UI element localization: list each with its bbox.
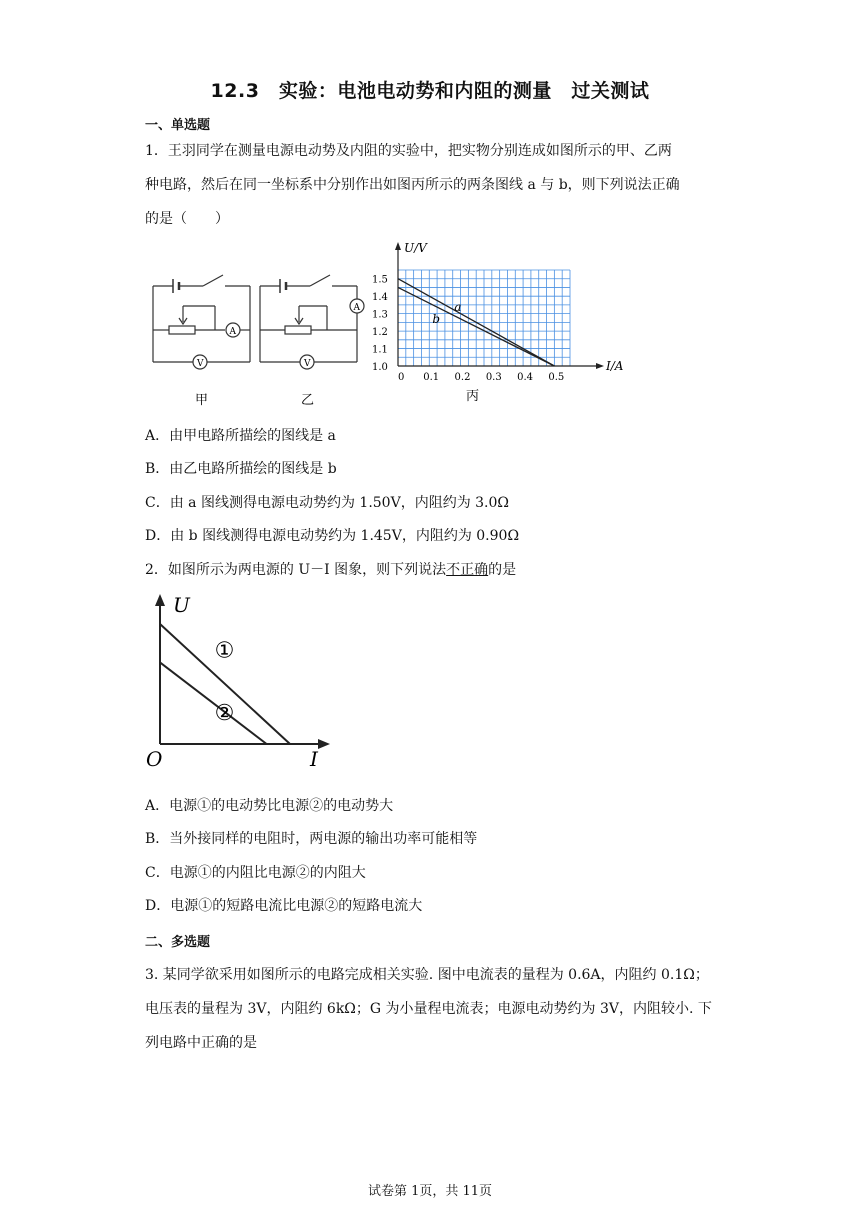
y-tick-label: 1.1 xyxy=(372,344,388,356)
x-tick-label: 0.5 xyxy=(548,372,565,383)
question-1-line: 的是（ ） xyxy=(145,211,229,227)
x-tick-label: 0 xyxy=(398,372,405,383)
ammeter-icon: A xyxy=(353,303,360,313)
x-axis-arrow xyxy=(596,363,604,369)
page-footer: 试卷第 1页，共 11页 xyxy=(367,1184,493,1199)
question-1-stem xyxy=(145,134,725,236)
q2-stem-text: 2．如图所示为两电源的 U－I 图象，则下列说法 xyxy=(145,562,447,578)
question-3-stem xyxy=(145,958,725,1060)
q2-option-b: B．当外接同样的电阻时，两电源的输出功率可能相等 xyxy=(145,831,478,847)
section-heading-single-choice: 一、单选题 xyxy=(145,118,211,133)
question-3-line: 3. 某同学欲采用如图所示的电路完成相关实验. 图中电流表的量程为 0.6A，内阻约 0.1Ω； xyxy=(145,967,709,983)
voltmeter-icon: V xyxy=(197,359,204,369)
q1-option-b: B．由乙电路所描绘的图线是 b xyxy=(145,461,337,477)
circuit-jia xyxy=(153,275,250,369)
series-label-a: a xyxy=(454,300,462,315)
x-axis-arrow xyxy=(318,739,330,749)
circuit-yi xyxy=(260,275,364,369)
caption-bing: 丙 xyxy=(466,389,480,404)
y-tick-label: 1.0 xyxy=(372,362,388,373)
q2-stem-underline: 不正确 xyxy=(446,562,489,578)
q1-option-d: D．由 b 图线测得电源电动势约为 1.45V，内阻约为 0.90Ω xyxy=(145,528,520,544)
caption-yi: 乙 xyxy=(301,393,315,408)
caption-jia: 甲 xyxy=(195,393,209,408)
question-3-line: 列电路中正确的是 xyxy=(145,1035,257,1051)
y-tick-label: 1.2 xyxy=(372,327,388,339)
chart-bing xyxy=(370,240,640,405)
ammeter-icon: A xyxy=(229,327,236,337)
x-tick-label: 0.2 xyxy=(454,372,471,383)
question-1-line: 种电路，然后在同一坐标系中分别作出如图丙所示的两条图线 a 与 b，则下列说法正确 xyxy=(145,177,680,193)
origin-label: O xyxy=(146,747,163,771)
question-1-line: 1．王羽同学在测量电源电动势及内阻的实验中，把实物分别连成如图所示的甲、乙两 xyxy=(145,143,672,159)
x-axis-label: I xyxy=(310,747,318,771)
y-axis-arrow xyxy=(155,594,165,606)
y-axis-label: U/V xyxy=(404,241,427,255)
q2-option-a: A．电源①的电动势比电源②的电动势大 xyxy=(145,798,394,814)
series-label-b: b xyxy=(432,312,441,327)
q2-option-c: C．电源①的内阻比电源②的内阻大 xyxy=(145,865,366,881)
x-tick-label: 0.1 xyxy=(423,372,440,383)
y-axis-arrow xyxy=(395,242,401,250)
y-axis-label: U xyxy=(173,593,190,617)
chart-ui-two-sources xyxy=(140,590,340,775)
page-title: 12.3 实验：电池电动势和内阻的测量 过关测试 xyxy=(210,80,650,102)
q2-stem-text: 的是 xyxy=(488,562,517,578)
series-label-①: ① xyxy=(214,638,235,664)
question-3-line: 电压表的量程为 3V，内阻约 6kΩ；G 为小量程电流表；电源电动势约为 3V，内阻较小. 下 xyxy=(145,1001,712,1017)
voltmeter-icon: V xyxy=(304,359,311,369)
series-line-② xyxy=(160,662,267,744)
circuit-diagrams xyxy=(145,262,375,412)
q2-option-d: D．电源①的短路电流比电源②的短路电流大 xyxy=(145,898,423,914)
y-tick-label: 1.5 xyxy=(372,274,388,286)
x-axis-label: I/A xyxy=(606,359,624,373)
y-tick-label: 1.4 xyxy=(372,292,388,304)
y-tick-label: 1.3 xyxy=(372,309,388,321)
section-heading-multiple-choice: 二、多选题 xyxy=(145,935,211,950)
x-tick-label: 0.4 xyxy=(517,372,533,383)
series-label-②: ② xyxy=(214,701,235,726)
q1-option-c: C．由 a 图线测得电源电动势约为 1.50V，内阻约为 3.0Ω xyxy=(145,495,510,511)
x-tick-label: 0.3 xyxy=(485,372,502,383)
q1-option-a: A．由甲电路所描绘的图线是 a xyxy=(145,428,336,444)
question-2-stem xyxy=(145,559,516,579)
